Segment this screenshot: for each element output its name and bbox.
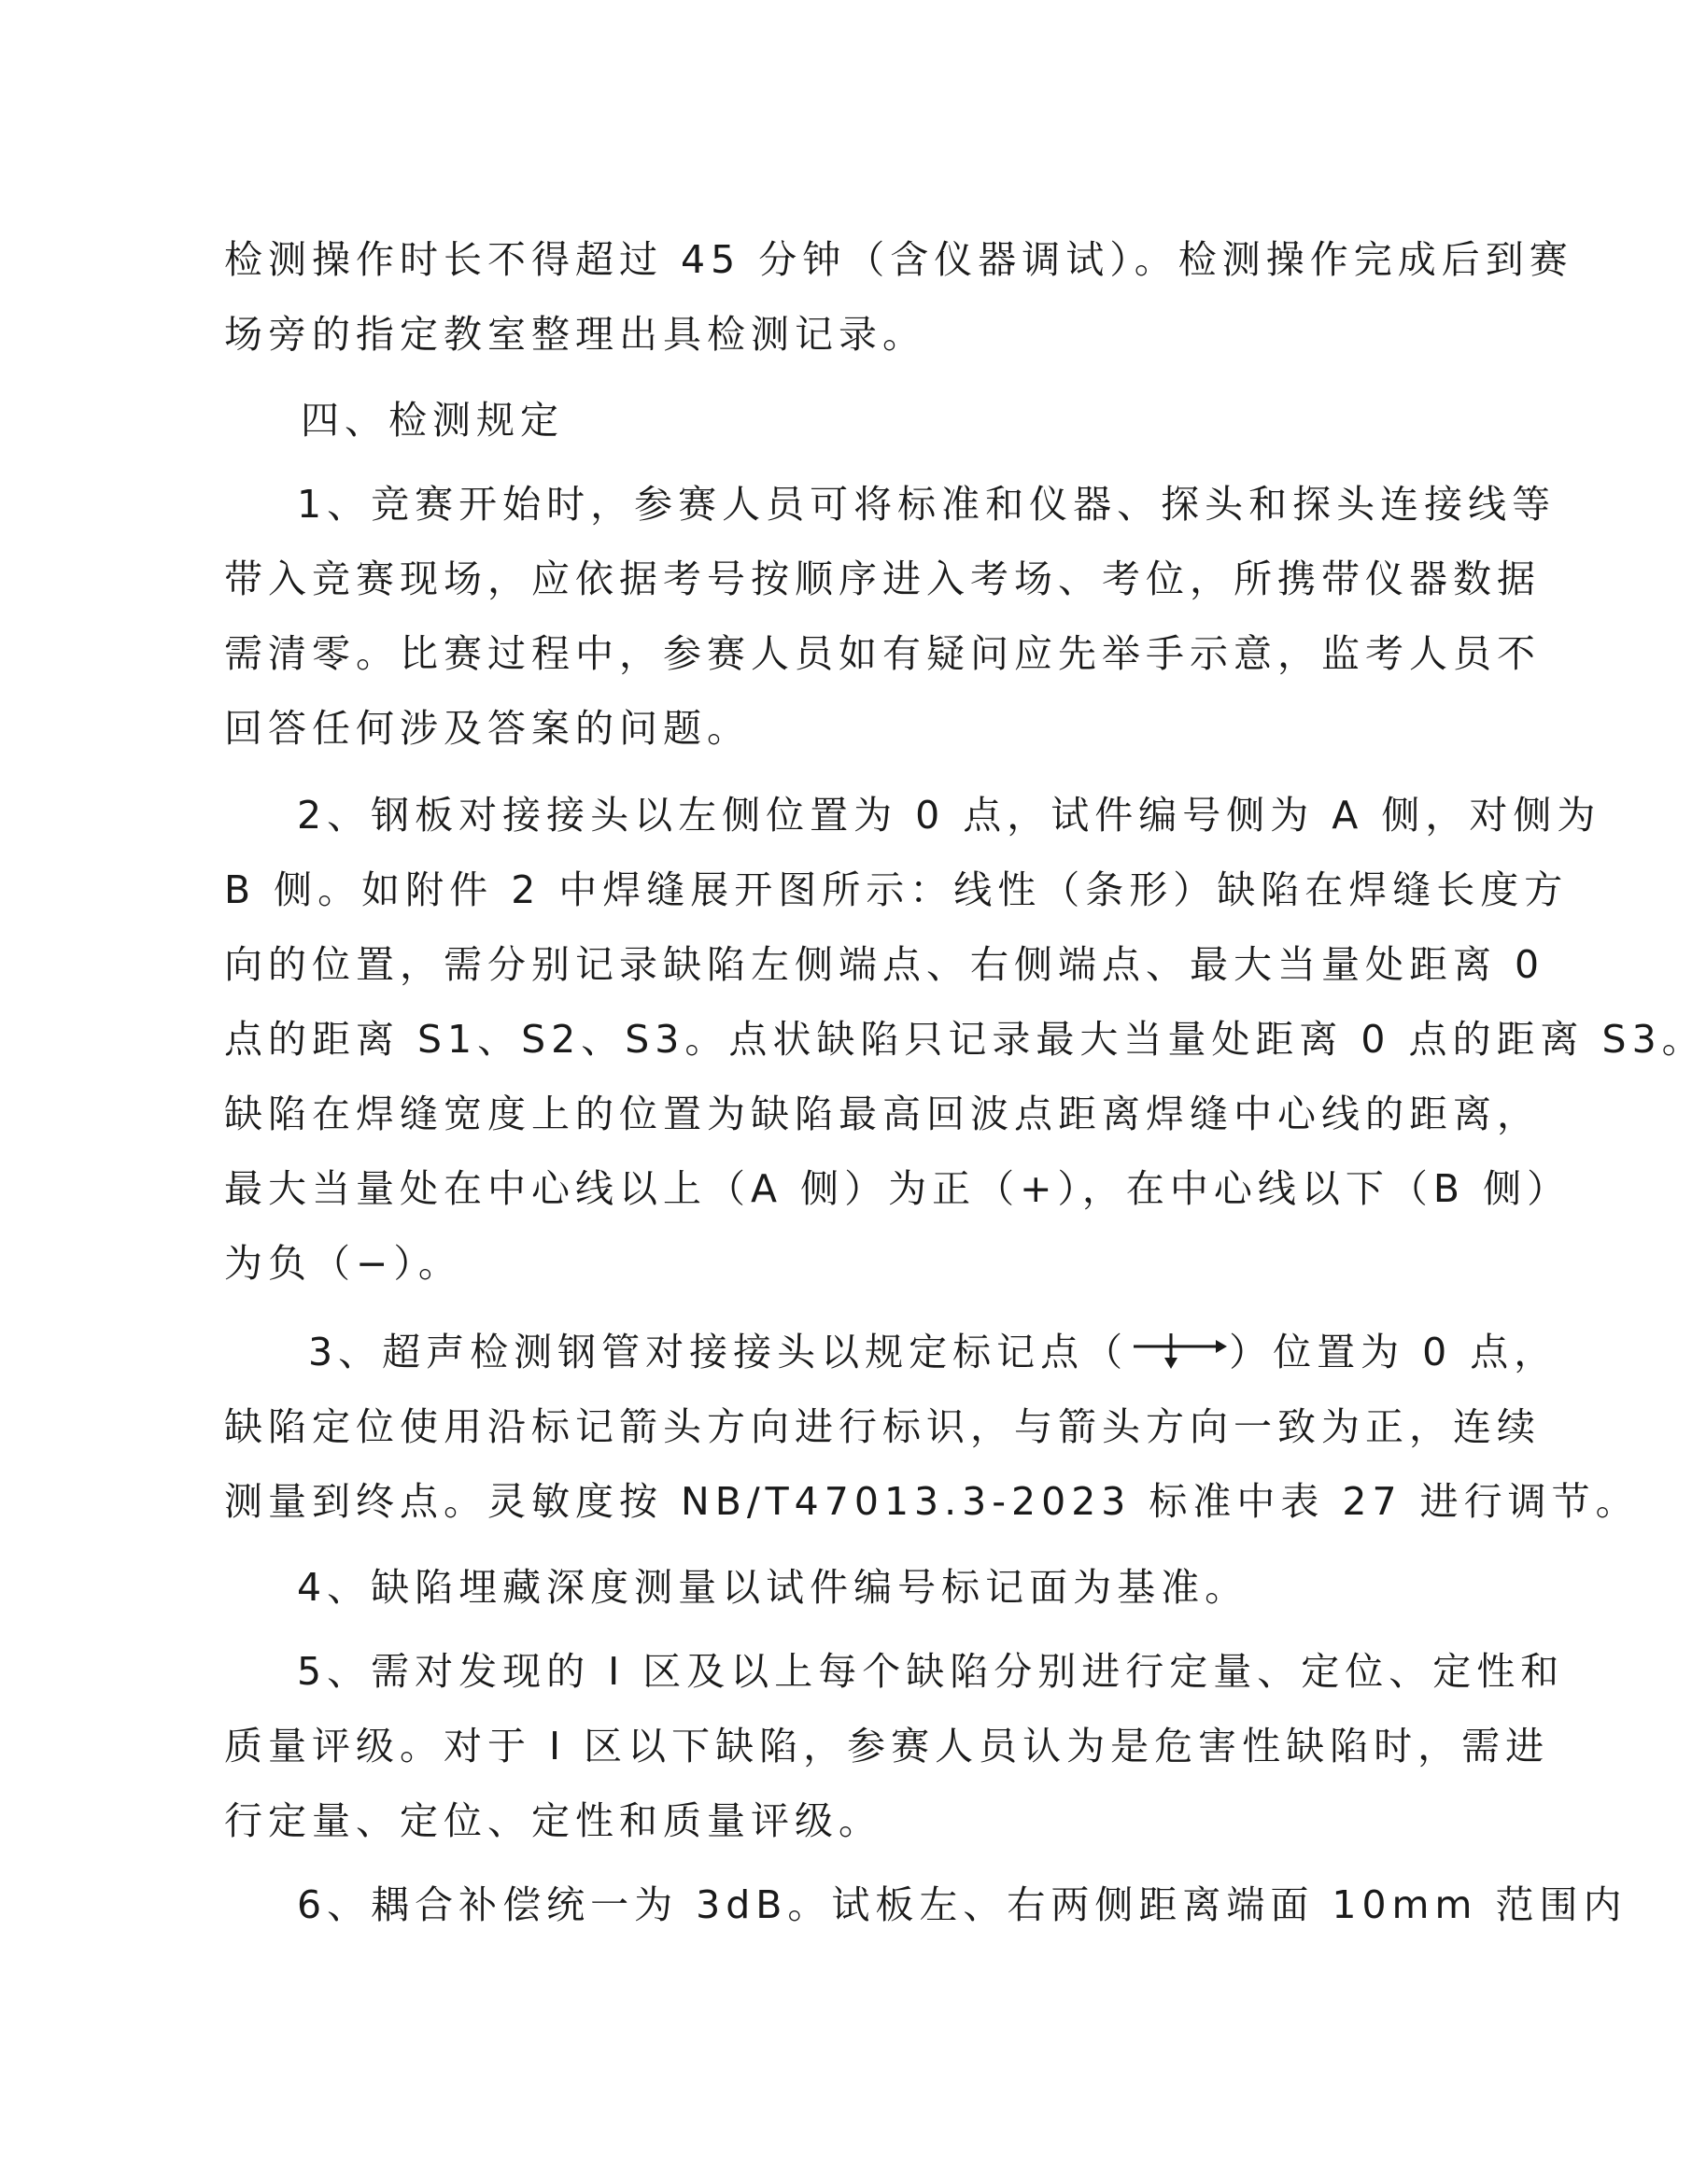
item1-line-2: 带入竞赛现场，应依据考号按顺序进入考场、考位，所携带仪器数据 [224,557,1541,601]
item3-line-1-after: ）位置为 0 点， [1229,1330,1558,1374]
item2-line-5: 缺陷在焊缝宽度上的位置为缺陷最高回波点距离焊缝中心线的距离， [224,1092,1541,1136]
item5-line-3: 行定量、定位、定性和质量评级。 [224,1798,882,1843]
item3-line-1-before: 3、超声检测钢管对接接头以规定标记点（ [308,1330,1129,1374]
item2-line-4: 点的距离 S1、S2、S3。点状缺陷只记录最大当量处距离 0 点的距离 S3。 [224,1017,1706,1062]
item1-line-3: 需清零。比赛过程中，参赛人员如有疑问应先举手示意，监考人员不 [224,631,1541,676]
item2-line-7: 为负（−）。 [224,1241,462,1286]
arrow-mark-icon [1130,1328,1227,1386]
item1-line-4: 回答任何涉及答案的问题。 [224,706,751,751]
item4-line-1: 4、缺陷埋藏深度测量以试件编号标记面为基准。 [297,1565,1249,1610]
item2-line-3: 向的位置，需分别记录缺陷左侧端点、右侧端点、最大当量处距离 0 [224,942,1545,987]
item3-line-3: 测量到终点。灵敏度按 NB/T47013.3-2023 标准中表 27 进行调节。 [224,1479,1640,1524]
section-heading: 四、检测规定 [301,398,564,443]
item5-line-1: 5、需对发现的 I 区及以上每个缺陷分别进行定量、定位、定性和 [297,1649,1565,1694]
intro-line-2: 场旁的指定教室整理出具检测记录。 [224,312,926,357]
item2-line-1: 2、钢板对接接头以左侧位置为 0 点，试件编号侧为 A 侧，对侧为 [297,793,1601,838]
item3-line-1 [308,1324,1558,1380]
item5-line-2: 质量评级。对于 I 区以下缺陷，参赛人员认为是危害性缺陷时，需进 [224,1724,1550,1768]
item2-line-2: B 侧。如附件 2 中焊缝展开图所示：线性（条形）缺陷在焊缝长度方 [224,867,1569,912]
item6-line-1: 6、耦合补偿统一为 3dB。试板左、右两侧距离端面 10mm 范围内 [297,1882,1628,1927]
item3-line-2: 缺陷定位使用沿标记箭头方向进行标识，与箭头方向一致为正，连续 [224,1404,1541,1449]
item2-line-6: 最大当量处在中心线以上（A 侧）为正（+），在中心线以下（B 侧） [224,1166,1572,1211]
item1-line-1: 1、竞赛开始时，参赛人员可将标准和仪器、探头和探头连接线等 [297,482,1557,527]
intro-line-1: 检测操作时长不得超过 45 分钟（含仪器调试）。检测操作完成后到赛 [224,237,1573,282]
